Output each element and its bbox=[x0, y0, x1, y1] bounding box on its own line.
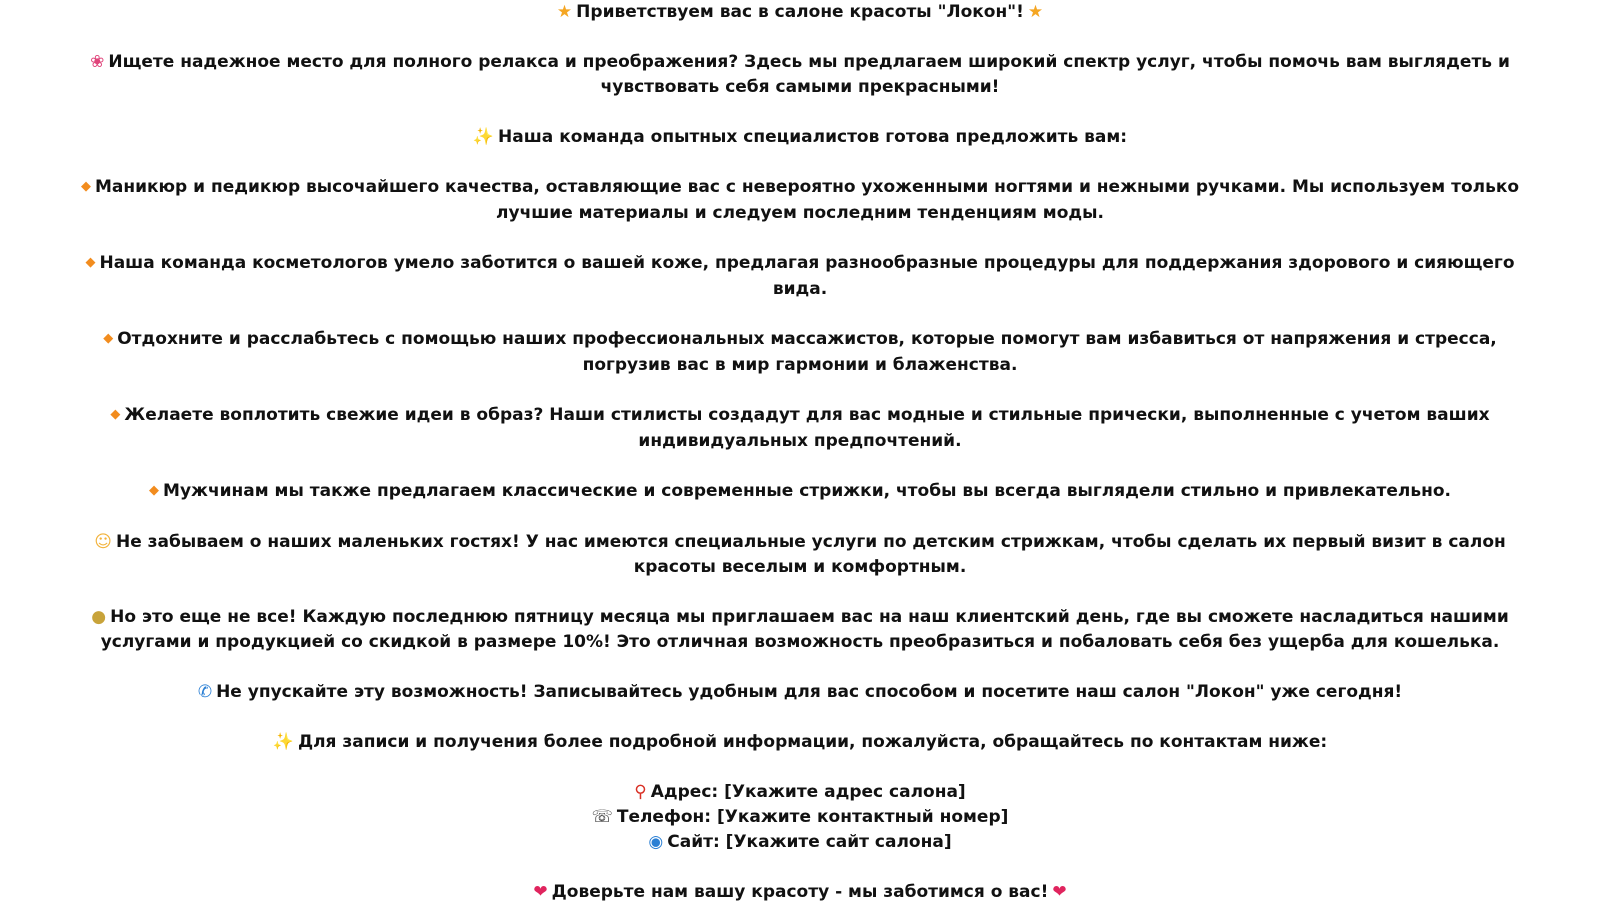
orange-diamond-icon: ◆ bbox=[110, 407, 121, 422]
service-item bbox=[80, 251, 1520, 302]
orange-diamond-icon: ◆ bbox=[80, 179, 91, 194]
heart-icon: ❤ bbox=[533, 882, 548, 902]
globe-icon: ◉ bbox=[648, 832, 664, 852]
intro-paragraph bbox=[80, 50, 1520, 100]
contact-phone bbox=[80, 805, 1520, 830]
sparkles-icon: ✨ bbox=[272, 732, 294, 752]
service-text: Мужчинам мы также предлагаем классические и современные стрижки, чтобы вы всегда выглядели стильно и привлекательно. bbox=[163, 481, 1451, 501]
closing-text: Доверьте нам вашу красоту - мы заботимся о вас! bbox=[551, 882, 1049, 902]
service-text: Отдохните и расслабьтесь с помощью наших профессиональных массажистов, которые помогут вам избавиться от напряжения и стресса, погрузив вас в мир гармонии и блаженства. bbox=[117, 329, 1497, 375]
phone-text: Телефон: [Укажите контактный номер] bbox=[616, 807, 1009, 827]
team-heading-text: Наша команда опытных специалистов готова предложить вам: bbox=[498, 127, 1128, 147]
orange-diamond-icon: ◆ bbox=[149, 483, 160, 498]
title-paragraph bbox=[80, 0, 1520, 25]
child-face-icon: ☺ bbox=[94, 532, 112, 552]
site-text: Сайт: [Укажите сайт салона] bbox=[667, 832, 952, 852]
kids-text: Не забываем о наших маленьких гостях! У нас имеются специальные услуги по детским стрижкам, чтобы сделать их первый визит в салон красоты веселым и комфортным. bbox=[115, 532, 1506, 577]
service-text: Маникюр и педикюр высочайшего качества, оставляющие вас с невероятно ухоженными ногтями и нежными ручками. Мы используем только лучшие материалы и следуем последним тенденциям моды. bbox=[94, 177, 1520, 223]
service-text: Наша команда косметологов умело заботится о вашей коже, предлагая разнообразные процедуры для поддержания здорового и сияющего вида. bbox=[99, 253, 1515, 299]
team-heading-paragraph bbox=[80, 125, 1520, 150]
promo-paragraph bbox=[80, 605, 1520, 655]
promo-text: Но это еще не все! Каждую последнюю пятницу месяца мы приглашаем вас на наш клиентский день, где вы сможете насладиться нашими услугами и продукцией со скидкой в размере 10%! Это отличная возможность преобразиться и побаловать себя без ущерба для кошелька. bbox=[100, 607, 1509, 652]
service-item bbox=[80, 403, 1520, 454]
service-item bbox=[80, 175, 1520, 226]
brush-flower-icon: ❀ bbox=[90, 52, 105, 72]
mobile-phone-icon: ✆ bbox=[197, 682, 213, 702]
star-icon: ★ bbox=[1027, 2, 1044, 22]
star-icon: ★ bbox=[556, 2, 573, 22]
document-body bbox=[80, 0, 1520, 905]
service-item bbox=[80, 479, 1520, 505]
pin-icon: ⚲ bbox=[634, 782, 647, 802]
intro-text: Ищете надежное место для полного релакса и преображения? Здесь мы предлагаем широкий спектр услуг, чтобы помочь вам выглядеть и чувствовать себя самыми прекрасными! bbox=[108, 52, 1510, 97]
orange-diamond-icon: ◆ bbox=[85, 255, 96, 270]
address-text: Адрес: [Укажите адрес салона] bbox=[650, 782, 966, 802]
title-text: Приветствуем вас в салоне красоты "Локон"! bbox=[576, 2, 1024, 22]
heart-icon: ❤ bbox=[1052, 882, 1067, 902]
kids-paragraph bbox=[80, 530, 1520, 580]
money-bag-icon: ● bbox=[91, 607, 107, 627]
contact-site bbox=[80, 830, 1520, 855]
cta-paragraph bbox=[80, 680, 1520, 705]
contact-heading-paragraph bbox=[80, 730, 1520, 755]
service-item bbox=[80, 327, 1520, 378]
cta-text: Не упускайте эту возможность! Записывайтесь удобным для вас способом и посетите наш салон "Локон" уже сегодня! bbox=[216, 682, 1403, 702]
service-text: Желаете воплотить свежие идеи в образ? Наши стилисты создадут для вас модные и стильные прически, выполненные с учетом ваших индивидуальных предпочтений. bbox=[124, 405, 1490, 451]
sparkles-icon: ✨ bbox=[472, 127, 495, 147]
orange-diamond-icon: ◆ bbox=[103, 331, 114, 346]
telephone-icon: ☏ bbox=[591, 807, 613, 827]
closing-paragraph bbox=[80, 880, 1520, 905]
contact-heading-text: Для записи и получения более подробной информации, пожалуйста, обращайтесь по контактам ниже: bbox=[297, 732, 1328, 752]
contact-address bbox=[80, 780, 1520, 805]
